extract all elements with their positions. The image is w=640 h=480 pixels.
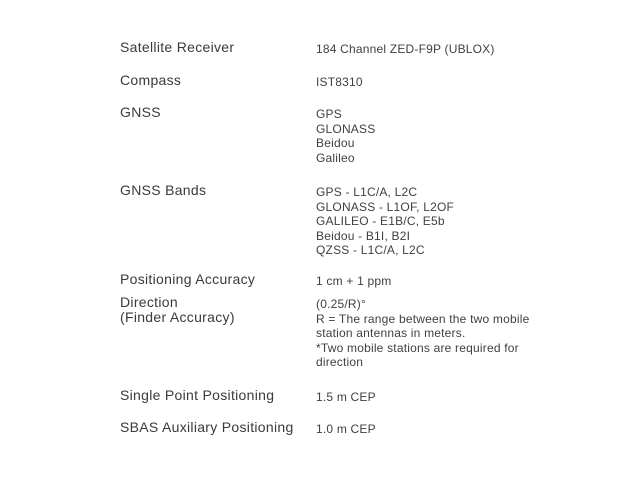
spec-value [316,40,534,57]
spec-value-line: 1.5 m CEP [316,389,376,404]
spec-value-line: Beidou - B1I, B2I [316,228,411,243]
spec-label-line: GNSS Bands [120,182,207,198]
spec-value-line: (0.25/R)° [316,297,366,311]
spec-label [120,420,316,437]
spec-label-line: SBAS Auxiliary Positioning [120,419,294,435]
spec-label-line: Compass [120,71,182,88]
spec-row [120,73,580,90]
spec-label [120,295,316,370]
spec-row [120,388,580,405]
spec-label [120,388,316,405]
spec-value [316,388,534,405]
spec-label-line: Satellite Receiver [120,39,235,55]
spec-value-line: GALILEO - E1B/C, E5b [316,214,445,228]
spec-value-line: GLONASS [316,121,376,136]
spec-value-line: R = The range between the two mobile station antennas in meters. [316,311,530,340]
spec-value-line: QZSS - L1C/A, L2C [316,243,425,257]
spec-label-line: (Finder Accuracy) [120,309,235,325]
spec-value-line: *Two mobile stations are required for direction [316,340,519,369]
spec-label [120,40,316,57]
spec-value-line: Galileo [316,150,355,165]
spec-row [120,40,580,57]
spec-label [120,73,316,90]
spec-value [316,73,534,90]
spec-value [316,105,534,165]
spec-row [120,272,580,289]
spec-value-line: IST8310 [316,74,363,89]
spec-value-line: GLONASS - L1OF, L2OF [316,199,455,214]
spec-label [120,272,316,289]
spec-value [316,272,534,289]
spec-value [316,295,534,370]
spec-label-line: Positioning Accuracy [120,270,256,287]
spec-value-line: 1 cm + 1 ppm [316,273,392,288]
spec-label-line: GNSS [120,104,161,120]
spec-value-line: GPS - L1C/A, L2C [316,185,418,199]
spec-row [120,105,580,165]
spec-value-line: 1.0 m CEP [316,422,376,436]
spec-value [316,420,534,437]
spec-label [120,183,316,258]
spec-row [120,183,580,258]
spec-label-line: Direction [120,294,178,310]
spec-row [120,420,580,437]
spec-table [120,40,580,453]
spec-value-line: Beidou [316,136,355,150]
spec-value-line: 184 Channel ZED-F9P (UBLOX) [316,42,495,56]
spec-label [120,105,316,165]
spec-value [316,183,534,258]
spec-row [120,295,580,370]
spec-label-line: Single Point Positioning [120,386,275,403]
spec-value-line: GPS [316,107,342,121]
